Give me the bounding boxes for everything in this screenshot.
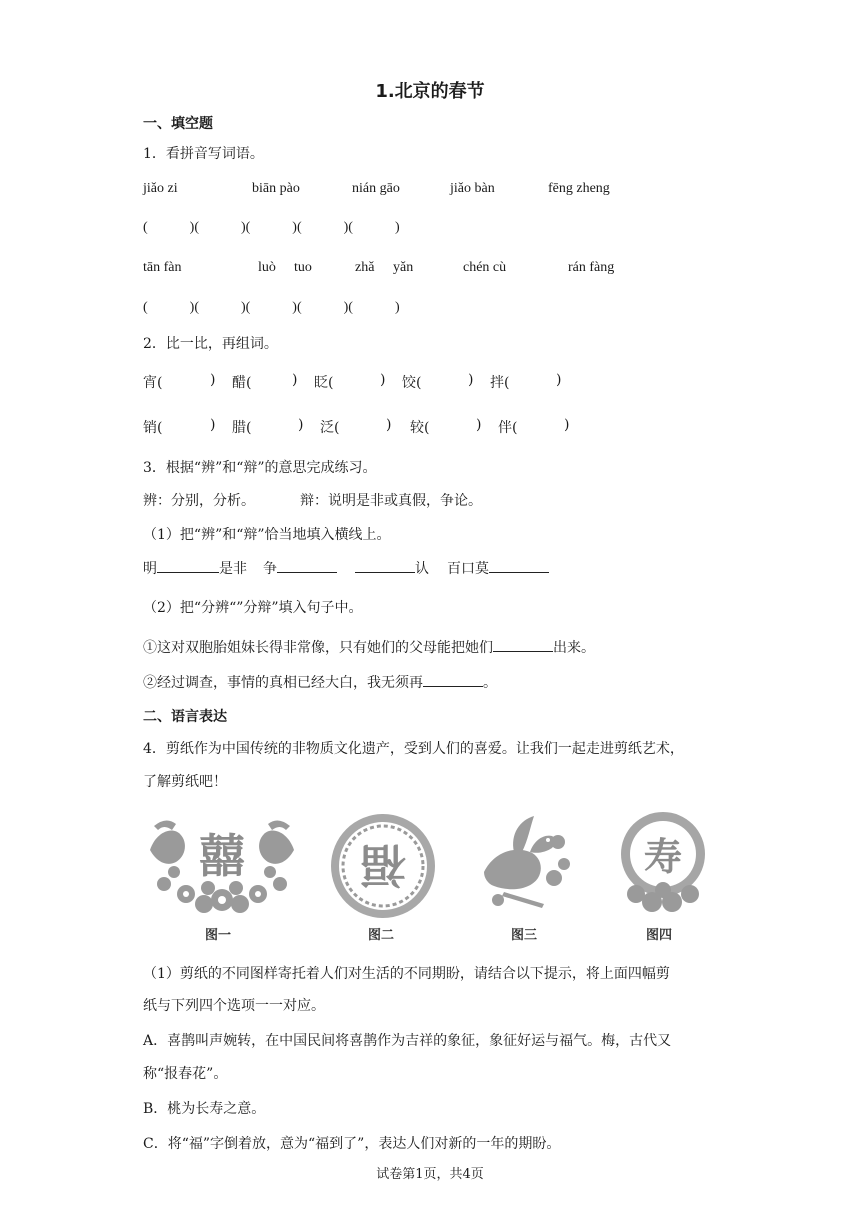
blank-3[interactable] xyxy=(355,558,415,573)
section-heading-expression: 二、语言表达 xyxy=(143,709,227,725)
question-2-prompt: 2．比一比，再组词。 xyxy=(143,336,278,352)
shou-character-glyph: 寿 xyxy=(643,835,683,879)
blank-1[interactable] xyxy=(157,558,219,573)
question-4-sub1-line1: （1）剪纸的不同图样寄托着人们对生活的不同期盼，请结合以下提示，将上面四幅剪 xyxy=(143,966,670,982)
page-title: 1.北京的春节 xyxy=(375,81,485,102)
pinyin-4: jiǎo bàn xyxy=(450,181,495,196)
option-c: C．将“福”字倒着放，意为“福到了”，表达人们对新的一年的期盼。 xyxy=(143,1136,561,1152)
bracket-close: ) xyxy=(386,417,392,433)
pinyin-7a: luò xyxy=(258,260,276,275)
char-jiao: 饺( xyxy=(402,375,422,391)
bracket-close: ) xyxy=(468,372,474,388)
pinyin-2: biān pào xyxy=(252,181,300,196)
sentence-2-text: ②经过调查，事情的真相已经大白，我无须再 xyxy=(143,675,423,691)
bracket-close: ) xyxy=(210,417,216,433)
blank-6[interactable] xyxy=(423,672,483,687)
fu-character-glyph: 福 xyxy=(360,838,406,892)
bracket-close: ) xyxy=(298,417,304,433)
double-happiness-glyph: 囍 xyxy=(199,829,245,883)
figure-caption-2: 图二 xyxy=(368,928,395,943)
pinyin-8a: zhǎ xyxy=(355,260,375,275)
bracket-close: ) xyxy=(476,417,482,433)
bracket-close: ) xyxy=(564,417,570,433)
pinyin-6: tān fàn xyxy=(143,260,182,275)
blank-5[interactable] xyxy=(493,637,553,652)
blank-2[interactable] xyxy=(277,558,337,573)
fill-prefix-ming: 明 xyxy=(143,561,157,577)
question-4-sub1-line2: 纸与下列四个选项一一对应。 xyxy=(143,998,325,1014)
fill-suffix-shifei: 是非 xyxy=(219,561,247,577)
question-3-sub2: （2）把“分辨“”分辩”填入句子中。 xyxy=(143,600,363,616)
bracket-close: ) xyxy=(292,372,298,388)
bracket-close: ) xyxy=(380,372,386,388)
pinyin-10: rán fàng xyxy=(568,260,615,275)
fill-blanks-row xyxy=(143,558,549,578)
char-fan: 泛( xyxy=(320,420,340,436)
papercut-image-1 xyxy=(146,812,298,916)
papercut-image-2 xyxy=(328,811,438,921)
answer-brackets-row-2[interactable]: ( )( )( )( )( ) xyxy=(143,300,400,315)
question-3-sub1: （1）把“辨”和“辩”恰当地填入横线上。 xyxy=(143,527,391,543)
question-4-line1: 4．剪纸作为中国传统的非物质文化遗产，受到人们的喜爱。让我们一起走进剪纸艺术， xyxy=(143,741,684,757)
pinyin-1: jiǎo zi xyxy=(143,181,178,196)
sentence-1 xyxy=(143,637,595,657)
papercut-image-4 xyxy=(616,810,710,918)
char-xiao: 宵( xyxy=(143,375,163,391)
pinyin-8b: yǎn xyxy=(393,260,414,275)
answer-brackets-row-1[interactable]: ( )( )( )( )( ) xyxy=(143,220,400,235)
question-1-prompt: 1．看拼音写词语。 xyxy=(143,146,264,162)
pinyin-5: fēng zheng xyxy=(548,181,610,196)
char-cu: 醋( xyxy=(232,375,252,391)
definition-bian-argue: 辩：说明是非或真假，争论。 xyxy=(300,493,482,509)
sentence-2 xyxy=(143,672,497,692)
char-la: 腊( xyxy=(232,420,252,436)
pinyin-7b: tuo xyxy=(294,260,312,275)
question-3-prompt: 3．根据“辨”和“辩”的意思完成练习。 xyxy=(143,460,377,476)
option-a-line2: 称“报春花”。 xyxy=(143,1066,228,1082)
pinyin-3: nián gāo xyxy=(352,181,400,196)
figure-caption-4: 图四 xyxy=(646,928,673,943)
sentence-1-end: 出来。 xyxy=(553,640,595,656)
char-ban2: 伴( xyxy=(498,420,518,436)
question-4-line2: 了解剪纸吧！ xyxy=(143,774,227,790)
section-heading-fill-in: 一、填空题 xyxy=(143,116,213,132)
figure-caption-1: 图一 xyxy=(205,928,232,943)
option-a-line1: A．喜鹊叫声婉转，在中国民间将喜鹊作为吉祥的象征，象征好运与福气。梅，古代又 xyxy=(143,1033,672,1049)
bracket-close: ) xyxy=(556,372,562,388)
char-ban: 拌( xyxy=(490,375,510,391)
sentence-1-text: ①这对双胞胎姐妹长得非常像，只有她们的父母能把她们 xyxy=(143,640,493,656)
fill-prefix-zheng: 争 xyxy=(263,561,277,577)
sentence-2-end: 。 xyxy=(483,675,497,691)
pinyin-9: chén cù xyxy=(463,260,507,275)
page-footer: 试卷第1页，共4页 xyxy=(376,1167,484,1182)
figure-caption-3: 图三 xyxy=(511,928,538,943)
papercut-image-3 xyxy=(474,812,574,912)
bracket-close: ) xyxy=(210,372,216,388)
fill-suffix-ren: 认 xyxy=(415,561,429,577)
char-zha: 眨( xyxy=(314,375,334,391)
definition-bian: 辨：分别，分析。 xyxy=(143,493,255,509)
char-xiao2: 销( xyxy=(143,420,163,436)
blank-4[interactable] xyxy=(489,558,549,573)
fill-prefix-baikoumo: 百口莫 xyxy=(447,561,489,577)
option-b: B．桃为长寿之意。 xyxy=(143,1101,266,1117)
char-jiao2: 较( xyxy=(410,420,430,436)
